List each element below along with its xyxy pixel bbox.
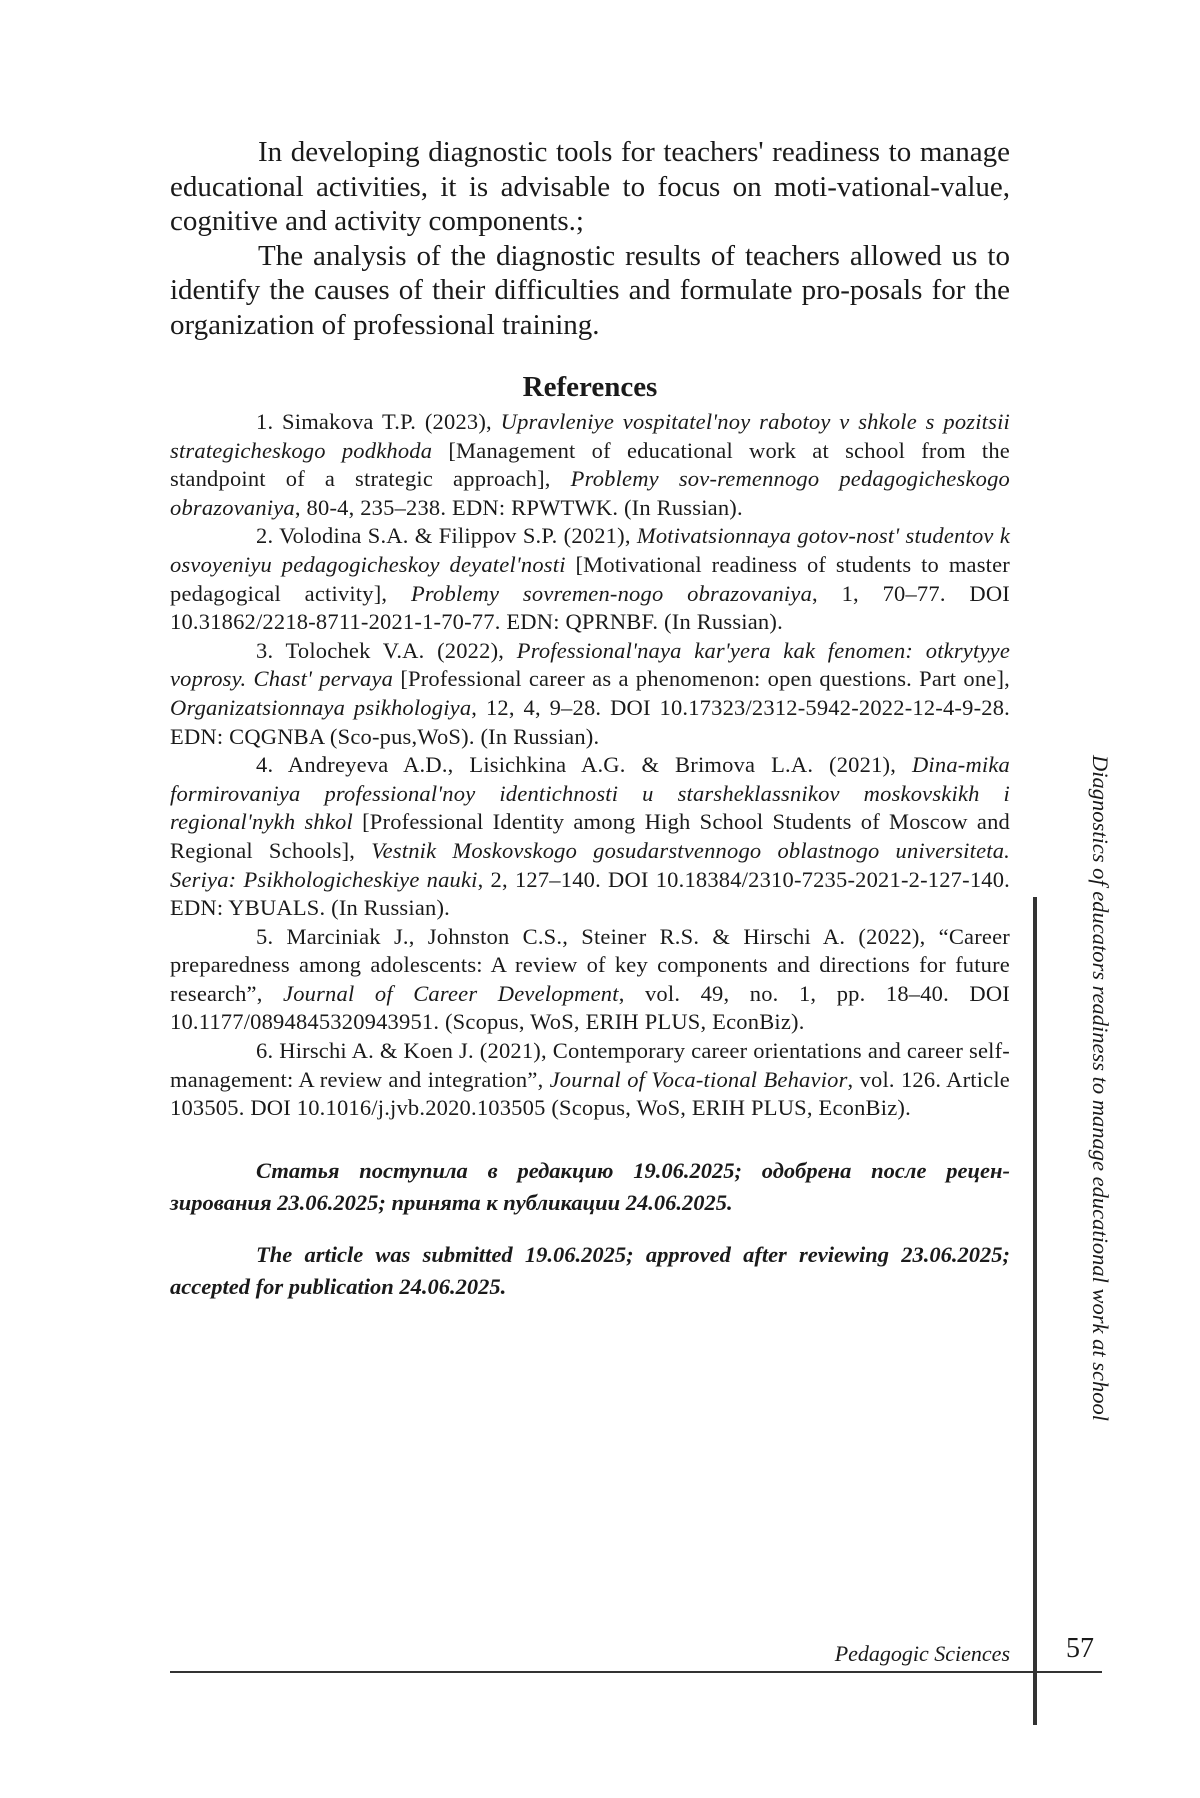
- reference-3: [170, 637, 1010, 751]
- reference-tail: , vol. 49, no. 1, pp. 18–40. DOI 10.1177/0894845320943951. (Scopus, WoS, ERIH PLUS, EconBiz).: [170, 981, 1010, 1035]
- reference-source: Problemy sovremen-nogo obrazovaniya: [411, 581, 812, 606]
- reference-translation: [Motivational readiness of students to master pedagogical activity],: [170, 552, 1010, 606]
- footer-journal-name: Pedagogic Sciences: [780, 1640, 1010, 1668]
- main-text-column: [170, 135, 1010, 1303]
- reference-source: Journal of Career Development: [283, 981, 619, 1006]
- reference-translation: [Professional Identity among High School Students of Moscow and Regional Schools],: [170, 809, 1010, 863]
- reference-source: Vestnik Moskovskogo gosudarstvennogo oblastnogo universiteta. Seriya: Psikhologicheskiye nauki: [170, 838, 1010, 892]
- body-paragraph-1: In developing diagnostic tools for teachers' readiness to manage educational activities, it is advisable to focus on moti-vational-value, cognitive and activity components.;: [170, 135, 1010, 239]
- reference-source: Problemy sov-remennogo pedagogicheskogo obrazovaniya: [170, 466, 1010, 520]
- reference-lead: 3. Tolochek V.A. (2022),: [256, 638, 517, 663]
- running-title-vertical: [1080, 755, 1120, 1495]
- reference-title: Motivatsionnaya gotov-nost' studentov k osvoyeniyu pedagogicheskoy deyatel'nosti: [170, 523, 1010, 577]
- reference-lead: 2. Volodina S.A. & Filippov S.P. (2021),: [256, 523, 637, 548]
- page-number: 57: [1050, 1632, 1110, 1666]
- submission-note-english: The article was submitted 19.06.2025; approved after reviewing 23.06.2025; accepted for publication 24.06.2025.: [170, 1239, 1010, 1303]
- reference-tail: , vol. 126. Article 103505. DOI 10.1016/j.jvb.2020.103505 (Scopus, WoS, ERIH PLUS, EconBiz).: [170, 1067, 1010, 1121]
- reference-6: [170, 1037, 1010, 1123]
- reference-5: [170, 923, 1010, 1037]
- footer-rule: [170, 1671, 1102, 1673]
- reference-4: [170, 751, 1010, 923]
- reference-lead: 4. Andreyeva A.D., Lisichkina A.G. & Brimova L.A. (2021),: [256, 752, 912, 777]
- reference-2: [170, 522, 1010, 636]
- reference-tail: , 12, 4, 9–28. DOI 10.17323/2312-5942-2022-12-4-9-28. EDN: CQGNBA (Sco-pus,WoS). (In Russian).: [170, 695, 1010, 749]
- reference-tail: , 80-4, 235–238. EDN: RPWTWK. (In Russian).: [295, 495, 743, 520]
- reference-lead: 5. Marciniak J., Johnston C.S., Steiner R.S. & Hirschi A. (2022), “Career preparedness among adolescents: A review of key components and directions for future research”,: [170, 924, 1010, 1006]
- reference-1: [170, 408, 1010, 522]
- reference-source: Organizatsionnaya psikhologiya: [170, 695, 471, 720]
- reference-title: Upravleniye vospitatel'noy rabotoy v shkole s pozitsii strategicheskogo podkhoda: [170, 409, 1010, 463]
- reference-tail: , 1, 70–77. DOI 10.31862/2218-8711-2021-1-70-77. EDN: QPRNBF. (In Russian).: [170, 581, 1010, 635]
- journal-page: [0, 0, 1200, 1798]
- reference-translation: [Professional career as a phenomenon: open questions. Part one],: [393, 666, 1010, 691]
- reference-title: Dina-mika formirovaniya professional'noy identichnosti u starsheklassnikov moskovskikh i regional'nykh shkol: [170, 752, 1010, 834]
- body-paragraph-2: The analysis of the diagnostic results of teachers allowed us to identify the causes of their difficulties and formulate pro-posals for the organization of professional training.: [170, 239, 1010, 343]
- reference-translation: [Management of educational work at school from the standpoint of a strategic approach],: [170, 438, 1010, 492]
- references-heading: References: [170, 370, 1010, 404]
- vertical-rule: [1033, 897, 1037, 1725]
- reference-source: Journal of Voca-tional Behavior: [550, 1067, 848, 1092]
- running-title-text: Diagnostics of educators readiness to manage educational work at school: [1080, 755, 1120, 1495]
- reference-lead: 6. Hirschi A. & Koen J. (2021), Contemporary career orientations and career self-management: A review and integration”,: [170, 1038, 1010, 1092]
- reference-lead: 1. Simakova T.P. (2023),: [256, 409, 501, 434]
- reference-tail: , 2, 127–140. DOI 10.18384/2310-7235-2021-2-127-140. EDN: YBUALS. (In Russian).: [170, 867, 1010, 921]
- reference-title: Professional'naya kar'yera kak fenomen: otkrytyye voprosy. Chast' pervaya: [170, 638, 1010, 692]
- submission-note-russian: Статья поступила в редакцию 19.06.2025; одобрена после рецен-зирования 23.06.2025; принята к публикации 24.06.2025.: [170, 1155, 1010, 1219]
